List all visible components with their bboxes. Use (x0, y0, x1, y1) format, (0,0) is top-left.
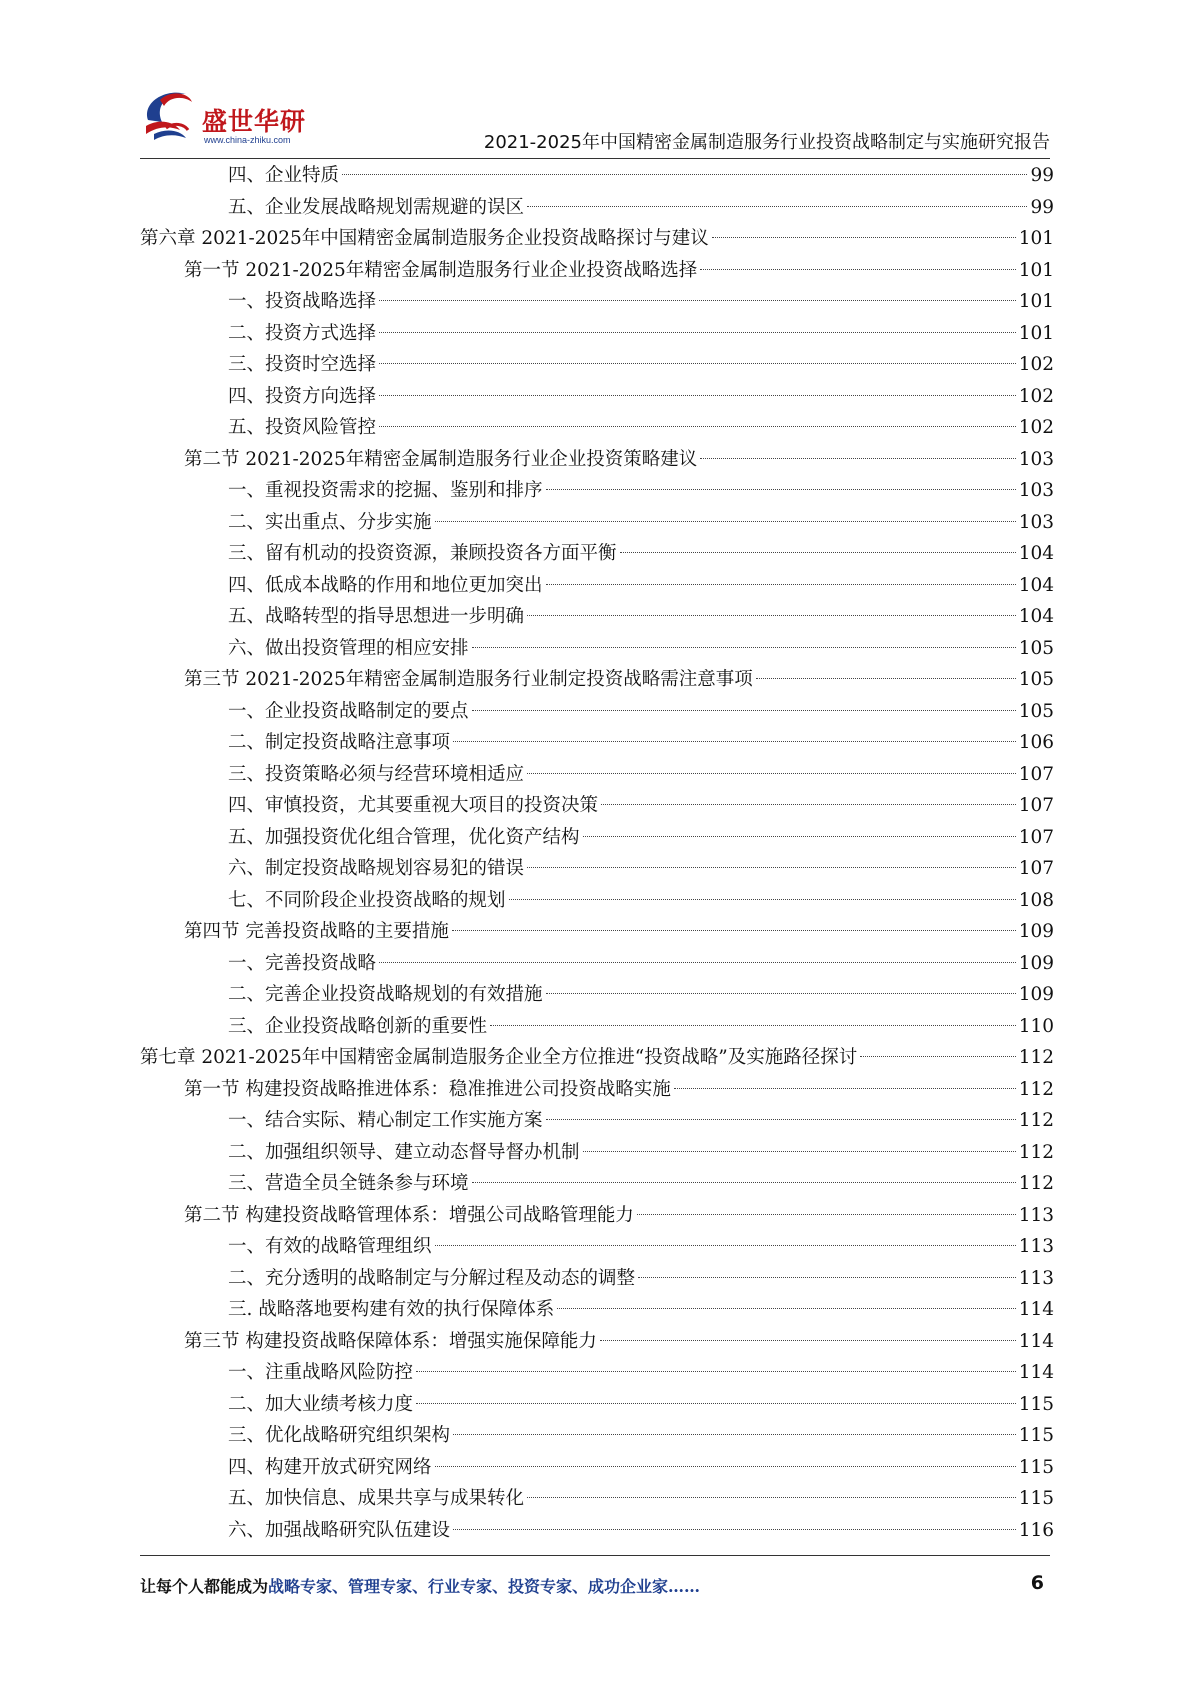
toc-entry-page: 115 (1018, 1393, 1054, 1415)
toc-entry-page: 107 (1018, 826, 1054, 848)
toc-dot-leader (674, 1088, 1016, 1089)
toc-entry-page: 113 (1018, 1204, 1054, 1226)
toc-dot-leader (472, 647, 1016, 648)
toc-subsection[interactable] (140, 1263, 1054, 1295)
toc-section[interactable] (140, 916, 1054, 948)
toc-entry-title: 六、做出投资管理的相应安排 (228, 637, 469, 659)
toc-entry-title: 五、加强投资优化组合管理，优化资产结构 (228, 826, 580, 848)
toc-entry-title: 五、投资风险管控 (228, 417, 377, 438)
toc-entry-title: 第三节 构建投资战略保障体系：增强实施保障能力 (184, 1330, 597, 1352)
toc-dot-leader (379, 395, 1016, 396)
toc-dot-leader (379, 426, 1016, 427)
toc-entry-page: 113 (1018, 1236, 1054, 1257)
toc-entry-title: 六、制定投资战略规划容易犯的错误 (228, 858, 525, 879)
toc-entry-page: 99 (1030, 196, 1054, 218)
toc-dot-leader (452, 930, 1016, 931)
footer-slogan (140, 1574, 700, 1597)
toc-entry-page: 103 (1018, 448, 1054, 470)
toc-subsection[interactable] (140, 885, 1054, 917)
toc-entry-title: 第二节 构建投资战略管理体系：增强公司战略管理能力 (184, 1204, 634, 1226)
toc-dot-leader (700, 269, 1015, 270)
toc-subsection[interactable] (140, 948, 1054, 980)
toc-dot-leader (527, 867, 1016, 868)
toc-entry-page: 109 (1018, 921, 1054, 942)
toc-entry-title: 三、投资时空选择 (228, 354, 377, 375)
toc-subsection[interactable] (140, 822, 1054, 854)
toc-entry-title: 一、重视投资需求的挖掘、鉴别和排序 (228, 480, 543, 501)
toc-entry-page: 104 (1018, 574, 1054, 596)
toc-entry-title: 二、充分透明的战略制定与分解过程及动态的调整 (228, 1267, 636, 1289)
toc-subsection[interactable] (140, 1137, 1054, 1169)
toc-entry-page: 114 (1018, 1299, 1054, 1320)
report-title: 2021-2025年中国精密金属制造服务行业投资战略制定与实施研究报告 (483, 132, 1050, 153)
toc-entry-page: 115 (1018, 1425, 1054, 1446)
toc-entry-page: 114 (1018, 1362, 1054, 1383)
toc-subsection[interactable] (140, 1389, 1054, 1421)
toc-entry-page: 105 (1018, 700, 1054, 722)
page-footer (140, 1574, 1050, 1602)
toc-dot-leader (453, 741, 1016, 742)
toc-entry-page: 103 (1018, 480, 1054, 501)
toc-subsection[interactable] (140, 1231, 1054, 1263)
toc-subsection[interactable] (140, 1452, 1054, 1484)
toc-entry-page: 112 (1018, 1141, 1054, 1163)
toc-dot-leader (546, 993, 1016, 994)
toc-dot-leader (416, 1371, 1016, 1372)
toc-dot-leader (600, 1340, 1016, 1341)
toc-entry-page: 101 (1018, 291, 1054, 312)
toc-subsection[interactable] (140, 979, 1054, 1011)
toc-entry-title: 五、企业发展战略规划需规避的误区 (228, 196, 525, 218)
toc-entry-page: 103 (1018, 511, 1054, 533)
toc-entry-title: 二、投资方式选择 (228, 322, 377, 344)
toc-dot-leader (546, 584, 1016, 585)
toc-dot-leader (860, 1056, 1015, 1057)
toc-entry-page: 104 (1018, 543, 1054, 564)
slogan-emphasis: 战略专家、管理专家、行业专家、投资专家、成功企业家…… (268, 1577, 701, 1596)
toc-dot-leader (490, 1025, 1016, 1026)
toc-entry-title: 第六章 2021-2025年中国精密金属制造服务企业投资战略探讨与建议 (140, 228, 709, 249)
toc-section[interactable] (140, 1326, 1054, 1358)
toc-entry-title: 二、加大业绩考核力度 (228, 1393, 414, 1415)
toc-entry-title: 三、投资策略必须与经营环境相适应 (228, 763, 525, 785)
toc-dot-leader (546, 489, 1016, 490)
toc-dot-leader (546, 1119, 1016, 1120)
toc-entry-page: 101 (1018, 322, 1054, 344)
toc-subsection[interactable] (140, 1483, 1054, 1515)
toc-entry-title: 一、注重战略风险防控 (228, 1362, 414, 1383)
toc-dot-leader (527, 206, 1027, 207)
toc-entry-page: 109 (1018, 984, 1054, 1005)
logo-name: 盛世华研 (202, 107, 307, 136)
toc-dot-leader (756, 678, 1016, 679)
toc-entry-title: 四、企业特质 (228, 165, 340, 186)
toc-entry-title: 三. 战略落地要构建有效的执行保障体系 (228, 1299, 555, 1320)
toc-subsection[interactable] (140, 1011, 1054, 1043)
toc-entry-title: 四、构建开放式研究网络 (228, 1456, 432, 1478)
toc-dot-leader (435, 521, 1016, 522)
toc-entry-title: 一、企业投资战略制定的要点 (228, 700, 469, 722)
toc-subsection[interactable] (140, 381, 1054, 413)
toc-entry-title: 一、完善投资战略 (228, 952, 377, 974)
toc-entry-page: 115 (1018, 1456, 1054, 1478)
toc-entry-page: 101 (1018, 228, 1054, 249)
toc-entry-title: 四、投资方向选择 (228, 385, 377, 407)
toc-dot-leader (342, 174, 1027, 175)
toc-entry-page: 108 (1018, 889, 1054, 911)
toc-dot-leader (472, 710, 1016, 711)
toc-entry-title: 三、优化战略研究组织架构 (228, 1425, 451, 1446)
toc-entry-title: 第七章 2021-2025年中国精密金属制造服务企业全方位推进“投资战略”及实施路径探讨 (140, 1047, 858, 1068)
toc-entry-title: 二、制定投资战略注意事项 (228, 732, 451, 753)
toc-subsection[interactable] (140, 349, 1054, 381)
toc-dot-leader (379, 332, 1016, 333)
toc-dot-leader (416, 1403, 1016, 1404)
toc-section[interactable] (140, 444, 1054, 476)
toc-section[interactable] (140, 664, 1054, 696)
footer-divider (140, 1555, 1050, 1556)
toc-subsection[interactable] (140, 759, 1054, 791)
toc-subsection[interactable] (140, 601, 1054, 633)
toc-dot-leader (712, 237, 1016, 238)
toc-entry-title: 第一节 2021-2025年精密金属制造服务行业企业投资战略选择 (184, 259, 698, 281)
toc-dot-leader (527, 1497, 1016, 1498)
toc-dot-leader (601, 804, 1016, 805)
toc-entry-title: 第三节 2021-2025年精密金属制造服务行业制定投资战略需注意事项 (184, 669, 753, 690)
toc-entry-title: 一、投资战略选择 (228, 291, 377, 312)
toc-entry-title: 第四节 完善投资战略的主要措施 (184, 921, 449, 942)
toc-dot-leader (379, 363, 1016, 364)
toc-entry-title: 五、战略转型的指导思想进一步明确 (228, 606, 525, 627)
toc-entry-page: 110 (1018, 1015, 1054, 1037)
toc-chapter[interactable] (140, 1042, 1054, 1074)
toc-dot-leader (637, 1214, 1016, 1215)
toc-entry-page: 104 (1018, 606, 1054, 627)
toc-entry-page: 114 (1018, 1330, 1054, 1352)
toc-entry-title: 第一节 构建投资战略推进体系：稳准推进公司投资战略实施 (184, 1078, 671, 1100)
toc-subsection[interactable] (140, 160, 1054, 192)
toc-entry-page: 101 (1018, 259, 1054, 281)
page-header (140, 82, 1050, 160)
toc-entry-title: 三、留有机动的投资资源，兼顾投资各方面平衡 (228, 543, 617, 564)
company-logo (140, 82, 320, 150)
toc-dot-leader (509, 899, 1016, 900)
toc-entry-page: 112 (1018, 1110, 1054, 1131)
toc-entry-page: 105 (1018, 637, 1054, 659)
toc-subsection[interactable] (140, 570, 1054, 602)
toc-section[interactable] (140, 255, 1054, 287)
toc-entry-title: 一、结合实际、精心制定工作实施方案 (228, 1110, 543, 1131)
toc-entry-title: 三、企业投资战略创新的重要性 (228, 1015, 488, 1037)
toc-entry-page: 116 (1018, 1519, 1054, 1541)
toc-entry-title: 五、加快信息、成果共享与成果转化 (228, 1488, 525, 1509)
toc-entry-page: 102 (1018, 354, 1054, 375)
toc-dot-leader (583, 1151, 1016, 1152)
toc-entry-title: 二、加强组织领导、建立动态督导督办机制 (228, 1141, 580, 1163)
toc-entry-page: 113 (1018, 1267, 1054, 1289)
toc-dot-leader (583, 836, 1016, 837)
toc-dot-leader (379, 300, 1016, 301)
toc-subsection[interactable] (140, 538, 1054, 570)
toc-subsection[interactable] (140, 696, 1054, 728)
toc-subsection[interactable] (140, 475, 1054, 507)
toc-entry-title: 二、完善企业投资战略规划的有效措施 (228, 984, 543, 1005)
toc-subsection[interactable] (140, 1357, 1054, 1389)
toc-entry-page: 107 (1018, 763, 1054, 785)
toc-entry-page: 102 (1018, 417, 1054, 438)
toc-dot-leader (379, 962, 1016, 963)
logo-swoosh-icon (140, 82, 204, 144)
toc-subsection[interactable] (140, 318, 1054, 350)
toc-entry-title: 一、有效的战略管理组织 (228, 1236, 432, 1257)
toc-subsection[interactable] (140, 853, 1054, 885)
toc-entry-title: 六、加强战略研究队伍建设 (228, 1519, 451, 1541)
toc-dot-leader (638, 1277, 1016, 1278)
toc-subsection[interactable] (140, 790, 1054, 822)
toc-dot-leader (527, 773, 1016, 774)
toc-entry-page: 109 (1018, 952, 1054, 974)
toc-subsection[interactable] (140, 1515, 1054, 1547)
toc-dot-leader (527, 615, 1016, 616)
toc-subsection[interactable] (140, 412, 1054, 444)
toc-dot-leader (620, 552, 1016, 553)
table-of-contents (140, 160, 1054, 1546)
toc-entry-page: 102 (1018, 385, 1054, 407)
toc-section[interactable] (140, 1074, 1054, 1106)
toc-entry-title: 第二节 2021-2025年精密金属制造服务行业企业投资策略建议 (184, 448, 698, 470)
toc-entry-page: 115 (1018, 1488, 1054, 1509)
toc-entry-title: 七、不同阶段企业投资战略的规划 (228, 889, 506, 911)
toc-entry-page: 112 (1018, 1047, 1054, 1068)
toc-dot-leader (453, 1529, 1016, 1530)
toc-entry-page: 105 (1018, 669, 1054, 690)
header-divider (140, 158, 1050, 159)
toc-dot-leader (435, 1245, 1016, 1246)
toc-dot-leader (557, 1308, 1015, 1309)
toc-dot-leader (453, 1434, 1016, 1435)
toc-entry-title: 四、审慎投资，尤其要重视大项目的投资决策 (228, 795, 599, 816)
toc-subsection[interactable] (140, 1105, 1054, 1137)
toc-subsection[interactable] (140, 633, 1054, 665)
toc-dot-leader (435, 1466, 1016, 1467)
toc-subsection[interactable] (140, 192, 1054, 224)
toc-entry-page: 112 (1018, 1173, 1054, 1194)
toc-entry-title: 四、低成本战略的作用和地位更加突出 (228, 574, 543, 596)
toc-entry-page: 112 (1018, 1078, 1054, 1100)
toc-dot-leader (472, 1182, 1016, 1183)
toc-chapter[interactable] (140, 223, 1054, 255)
slogan-prefix: 让每个人都能成为 (140, 1577, 269, 1596)
toc-subsection[interactable] (140, 286, 1054, 318)
page-number: 6 (1030, 1572, 1044, 1594)
toc-subsection[interactable] (140, 1168, 1054, 1200)
toc-entry-page: 107 (1018, 795, 1054, 816)
toc-subsection[interactable] (140, 507, 1054, 539)
toc-subsection[interactable] (140, 727, 1054, 759)
toc-subsection[interactable] (140, 1294, 1054, 1326)
toc-entry-page: 107 (1018, 858, 1054, 879)
toc-section[interactable] (140, 1200, 1054, 1232)
toc-entry-page: 106 (1018, 732, 1054, 753)
logo-url: www.china-zhiku.com (204, 135, 291, 145)
toc-entry-title: 三、营造全员全链条参与环境 (228, 1173, 469, 1194)
toc-entry-page: 99 (1030, 165, 1054, 186)
toc-dot-leader (700, 458, 1015, 459)
toc-entry-title: 二、实出重点、分步实施 (228, 511, 432, 533)
toc-subsection[interactable] (140, 1420, 1054, 1452)
